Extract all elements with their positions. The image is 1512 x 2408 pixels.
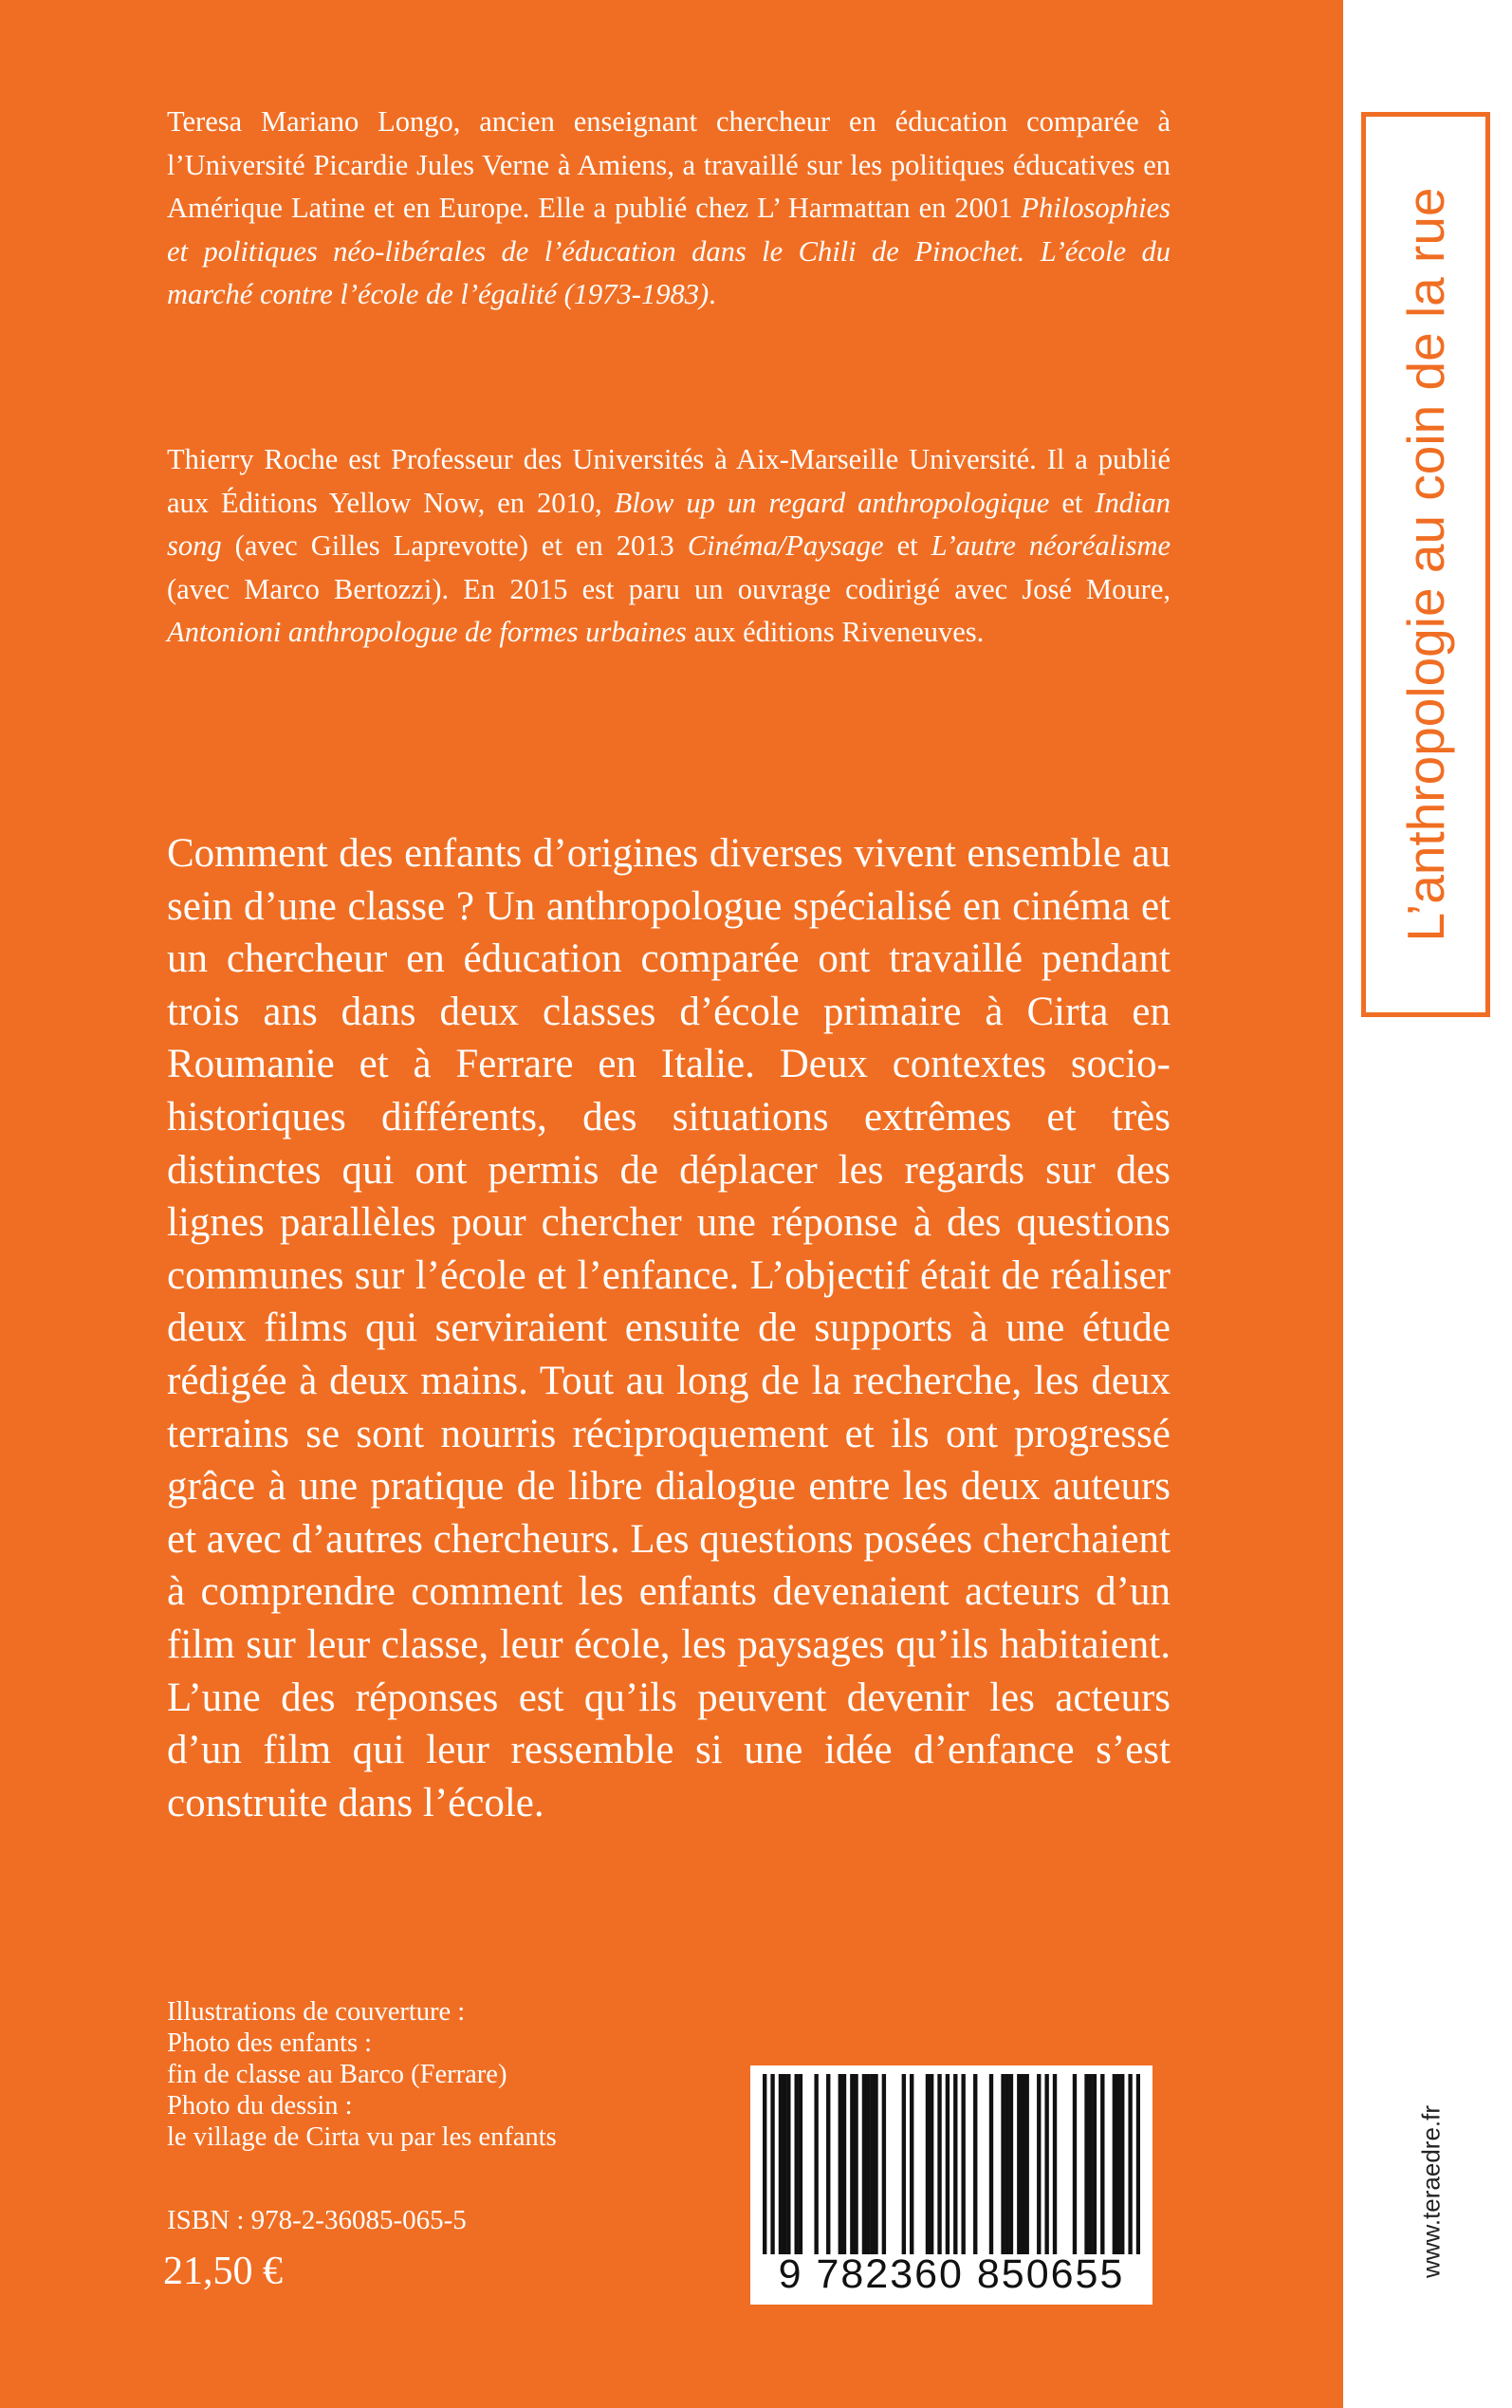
barcode-bar xyxy=(961,2074,965,2254)
barcode-bar xyxy=(866,2074,870,2254)
barcode-bar xyxy=(930,2074,933,2254)
barcode-bar xyxy=(1113,2074,1116,2254)
bio-text: et xyxy=(883,529,931,562)
barcode-bar xyxy=(1073,2074,1077,2254)
bio-text: aux éditions Riveneuves. xyxy=(686,616,985,648)
barcode-bar xyxy=(1044,2074,1048,2254)
barcode-bar xyxy=(1005,2074,1009,2254)
credits-line: Photo des enfants : xyxy=(167,2028,373,2058)
barcode-bar xyxy=(1128,2074,1132,2254)
barcode-bar xyxy=(870,2074,874,2254)
publisher-url: www.teraedre.fr xyxy=(1416,2104,1446,2279)
barcode-bar xyxy=(1009,2074,1013,2254)
barcode-bar xyxy=(1093,2074,1097,2254)
barcode-bar xyxy=(795,2074,799,2254)
barcode-bar xyxy=(814,2074,818,2254)
book-title: Cinéma/Paysage xyxy=(687,529,884,562)
bio-text: Thierry Roche est Professeur des Universités à Aix-Marseille Université. Il a publié aux Éditions Yellow Now, en 2010, xyxy=(167,443,1171,519)
barcode-bar xyxy=(839,2074,842,2254)
book-title: Antonioni anthropologue de formes urbaines xyxy=(167,616,687,648)
barcode-bar xyxy=(842,2074,846,2254)
price: 21,50 € xyxy=(163,2250,283,2293)
barcode xyxy=(750,2065,1152,2305)
cover-credits xyxy=(167,1996,557,2153)
barcode-bar xyxy=(1025,2074,1029,2254)
barcode-bar xyxy=(874,2074,877,2254)
book-summary: Comment des enfants d’origines diverses vivent ensemble au sein d’une classe ? Un anthropologue spécialisé en cinéma et un chercheur en éducation comparée ont travaillé pendant trois ans dans deux classes d’école primaire à Cirta en Roumanie et à Ferrare en Italie. Deux contextes socio-historiques différents, des situations extrêmes et très distinctes qui ont permis de déplacer les regards sur des lignes parallèles pour chercher une réponse à des questions communes sur l’école et l’enfance. L’objectif était de réaliser deux films qui serviraient ensuite de supports à une étude rédigée à deux mains. Tout au long de la recherche, les deux terrains se sont nourris réciproquement et ils ont progressé grâce à une pratique de libre dialogue entre les deux auteurs et avec d’autres chercheurs. Les questions posées cherchaient à comprendre comment les enfants devenaient acteurs d’un film sur leur classe, leur école, les paysages qu’ils habitaient. L’une des réponses est qu’ils peuvent devenir les acteurs d’un film qui leur ressemble si une idée d’enfance s’est construite dans l’école. xyxy=(167,831,1171,1825)
barcode-bar xyxy=(953,2074,957,2254)
isbn: ISBN : 978-2-36085-065-5 xyxy=(167,2205,467,2235)
book-title: L’autre néoréalisme xyxy=(931,529,1171,562)
barcode-bar xyxy=(937,2074,941,2254)
barcode-bar xyxy=(1100,2074,1104,2254)
barcode-bar xyxy=(973,2074,977,2254)
book-title: Indian song xyxy=(167,486,1171,562)
bio-text: . xyxy=(709,278,716,310)
barcode-bar xyxy=(1021,2074,1024,2254)
barcode-bar xyxy=(946,2074,950,2254)
credits-line: fin de classe au Barco (Ferrare) xyxy=(167,2060,507,2089)
barcode-bar xyxy=(1120,2074,1124,2254)
book-title: Philosophies et politiques néo-libérales de l’éducation dans le Chili de Pinochet. L’école du marché contre l’école de l’égalité (1973-1983) xyxy=(167,192,1171,310)
bio-text: (avec Marco Bertozzi). En 2015 est paru un ouvrage codirigé avec José Moure, xyxy=(167,572,1171,605)
barcode-bar xyxy=(826,2074,830,2254)
barcode-bar xyxy=(1089,2074,1093,2254)
barcode-bar xyxy=(770,2074,774,2254)
barcode-bar xyxy=(1053,2074,1057,2254)
barcode-bar xyxy=(779,2074,783,2254)
barcode-bar xyxy=(1037,2074,1041,2254)
barcode-bar xyxy=(926,2074,930,2254)
barcode-digits: 9 782360 850655 xyxy=(778,2251,1125,2297)
barcode-bar xyxy=(989,2074,993,2254)
barcode-bars xyxy=(763,2074,1140,2254)
barcode-bar xyxy=(882,2074,886,2254)
credits-line: Photo du dessin : xyxy=(167,2091,353,2121)
bio-text: et xyxy=(1049,486,1096,519)
barcode-bar xyxy=(862,2074,866,2254)
barcode-bar xyxy=(1116,2074,1120,2254)
barcode-bar xyxy=(1001,2074,1005,2254)
author-bio-roche xyxy=(167,438,1171,655)
barcode-bar xyxy=(1017,2074,1021,2254)
barcode-bar xyxy=(902,2074,906,2254)
barcode-bar xyxy=(763,2074,766,2254)
barcode-bar xyxy=(786,2074,790,2254)
author-bio-longo xyxy=(167,101,1171,317)
barcode-bar xyxy=(1136,2074,1140,2254)
barcode-bar xyxy=(799,2074,802,2254)
bio-text: (avec Gilles Laprevotte) et en 2013 xyxy=(221,529,688,562)
spine-title: L’anthropologie au coin de la rue xyxy=(1396,187,1455,942)
barcode-bar xyxy=(783,2074,786,2254)
barcode-bar xyxy=(854,2074,857,2254)
barcode-bar xyxy=(850,2074,854,2254)
barcode-bar xyxy=(1084,2074,1088,2254)
book-title: Blow up un regard anthropologique xyxy=(614,486,1050,519)
credits-line: Illustrations de couverture : xyxy=(167,1997,466,2027)
barcode-bar xyxy=(910,2074,913,2254)
bio-text: Teresa Mariano Longo, ancien enseignant chercheur en éducation comparée à l’Université Picardie Jules Verne à Amiens, a travaillé sur les politiques éducatives en Amérique Latine et en Europe. Elle a publié chez L’ Harmattan en 2001 xyxy=(167,105,1171,224)
credits-line: le village de Cirta vu par les enfants xyxy=(167,2122,557,2152)
